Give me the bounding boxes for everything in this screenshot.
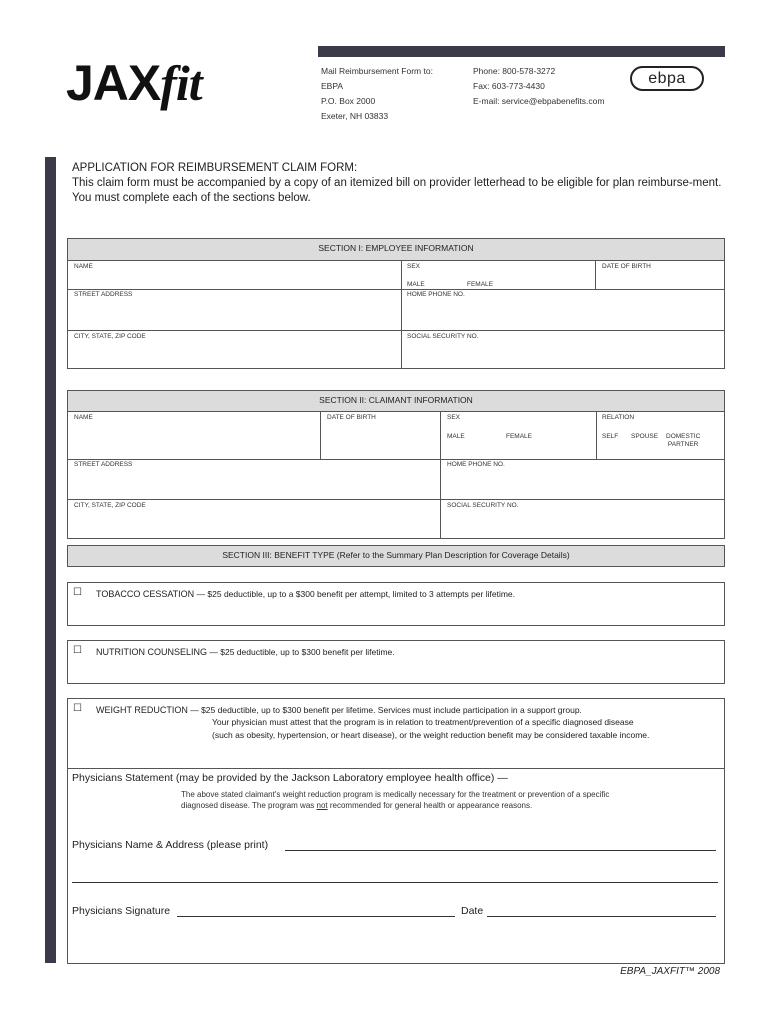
contact-email: E-mail: service@ebpabenefits.com [473, 96, 605, 106]
claimant-city-label: CITY, STATE, ZIP CODE [74, 502, 146, 509]
section2-header [67, 390, 725, 412]
physician-name-field[interactable] [285, 838, 716, 851]
employee-city-label: CITY, STATE, ZIP CODE [74, 333, 146, 340]
claimant-street-label: STREET ADDRESS [74, 461, 133, 468]
divider [67, 499, 725, 500]
mail-line2: EBPA [321, 81, 344, 91]
divider [440, 411, 441, 539]
header-bar [318, 46, 725, 57]
nutrition-text [96, 646, 395, 658]
ebpa-logo [630, 66, 704, 91]
divider [320, 411, 321, 460]
logo-part2: fit [160, 55, 202, 111]
claimant-ssn-label: SOCIAL SECURITY NO. [447, 502, 519, 509]
physician-name-label: Physicians Name & Address (please print) [72, 839, 269, 851]
nutrition-checkbox[interactable]: ☐ [73, 645, 82, 656]
date-field[interactable] [487, 904, 716, 917]
nutrition-desc: — $25 deductible, up to $300 benefit per lifetime. [207, 647, 395, 657]
tobacco-text [96, 588, 515, 600]
divider [67, 459, 725, 460]
statement-part2: recommended for general health or appearance reasons. [327, 801, 533, 810]
section1-header [67, 238, 725, 261]
physician-signature-field[interactable] [177, 904, 455, 917]
mail-line1: Mail Reimbursement Form to: [321, 66, 433, 76]
date-label: Date [461, 905, 484, 917]
divider [595, 260, 596, 290]
section3-header [67, 545, 725, 567]
relation-domestic-partner-option[interactable] [666, 433, 700, 449]
claimant-dob-label: DATE OF BIRTH [327, 414, 376, 421]
claimant-phone-label: HOME PHONE NO. [447, 461, 505, 468]
ebpa-logo-text: ebpa [648, 69, 686, 87]
claimant-sex-label: SEX [447, 414, 461, 421]
claimant-relation-label: RELATION [602, 414, 635, 421]
weight-label: WEIGHT REDUCTION [96, 705, 188, 715]
employee-street-label: STREET ADDRESS [74, 291, 133, 298]
side-bar [45, 157, 56, 963]
domestic-label: DOMESTIC [666, 433, 701, 440]
weight-text [96, 704, 721, 716]
divider [67, 289, 725, 290]
section2-title: SECTION II: CLAIMANT INFORMATION [319, 395, 473, 405]
employee-dob-label: DATE OF BIRTH [602, 263, 651, 270]
weight-checkbox[interactable]: ☐ [73, 703, 82, 714]
statement-part1: diagnosed disease. The program was [181, 801, 317, 810]
contact-fax: Fax: 603-773-4430 [473, 81, 545, 91]
divider [67, 768, 725, 769]
divider [67, 330, 725, 331]
contact-phone: Phone: 800-578-3272 [473, 66, 556, 76]
footer-text: EBPA_JAXFIT™ 2008 [620, 966, 720, 977]
relation-self-option[interactable]: SELF [602, 433, 619, 440]
weight-desc: — $25 deductible, up to $300 benefit per lifetime. Services must include participation in a support group. [187, 705, 582, 715]
weight-line2: Your physician must attest that the program is in relation to treatment/prevention of a specific diagnosed disease [212, 717, 634, 727]
contact-info [473, 64, 604, 109]
mail-address [321, 64, 433, 124]
nutrition-label: NUTRITION COUNSELING [96, 647, 208, 657]
tobacco-desc: — $25 deductible, up to a $300 benefit per attempt, limited to 3 attempts per lifetime. [194, 589, 516, 599]
section3-title: SECTION III: BENEFIT TYPE (Refer to the Summary Plan Description for Coverage Details) [222, 550, 570, 560]
physician-address-field[interactable] [72, 870, 718, 883]
intro [72, 161, 722, 206]
jaxfit-logo [66, 55, 202, 111]
logo-part1: JAX [66, 55, 161, 111]
employee-male-option[interactable]: MALE [407, 281, 425, 288]
employee-sex-label: SEX [407, 263, 421, 270]
physician-heading: Physicians Statement (may be provided by the Jackson Laboratory employee health office) — [72, 772, 508, 784]
weight-line3: (such as obesity, hypertension, or heart disease), or the weight reduction benefit may be considered taxable income. [212, 730, 650, 740]
intro-body: This claim form must be accompanied by a copy of an itemized bill on provider letterhead to be eligible for plan reimburse-ment. You must complete each of the sections below. [72, 177, 722, 204]
employee-name-label: NAME [74, 263, 93, 270]
claimant-name-label: NAME [74, 414, 93, 421]
relation-spouse-option[interactable]: SPOUSE [631, 433, 659, 440]
divider [401, 260, 402, 369]
divider [596, 411, 597, 460]
claimant-female-option[interactable]: FEMALE [506, 433, 533, 440]
employee-phone-label: HOME PHONE NO. [407, 291, 465, 298]
claimant-male-option[interactable]: MALE [447, 433, 465, 440]
section1-body [67, 260, 725, 369]
statement-not: not [316, 801, 328, 810]
employee-ssn-label: SOCIAL SECURITY NO. [407, 333, 479, 340]
physician-statement-line2 [181, 800, 532, 811]
tobacco-checkbox[interactable]: ☐ [73, 587, 82, 598]
physician-statement-line1: The above stated claimant's weight reduction program is medically necessary for the treatment or prevention of a specific [181, 790, 610, 799]
section1-title: SECTION I: EMPLOYEE INFORMATION [318, 243, 474, 253]
physician-signature-label: Physicians Signature [72, 905, 171, 917]
mail-line4: Exeter, NH 03833 [321, 111, 389, 121]
employee-female-option[interactable]: FEMALE [467, 281, 494, 288]
intro-title: APPLICATION FOR REIMBURSEMENT CLAIM FORM: [72, 162, 358, 174]
mail-line3: P.O. Box 2000 [321, 96, 376, 106]
section2-body [67, 411, 725, 539]
partner-label: PARTNER [667, 441, 699, 448]
tobacco-label: TOBACCO CESSATION [96, 589, 195, 599]
